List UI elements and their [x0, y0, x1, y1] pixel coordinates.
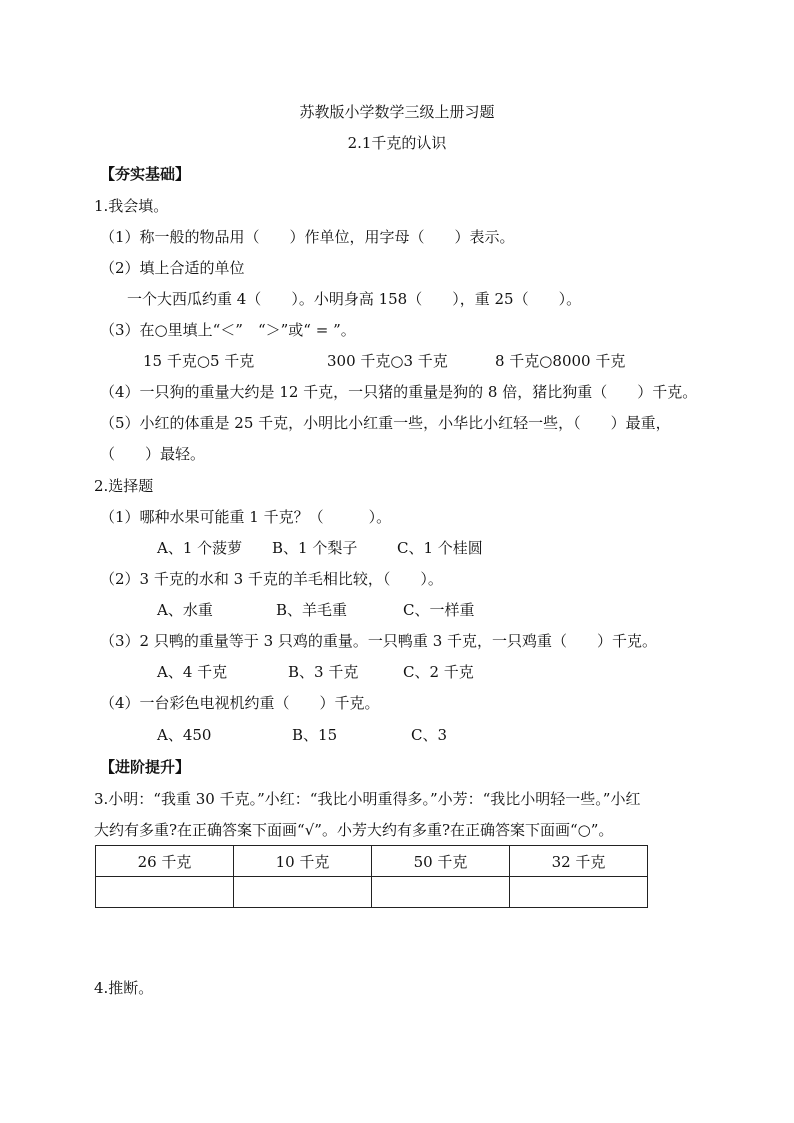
q1-part3-item: 8 千克○8000 千克 — [495, 352, 626, 370]
q2-sub2-option-b: B、羊毛重 — [276, 601, 348, 619]
table-header-cell: 50 千克 — [372, 846, 510, 877]
q3-text-line2: 大约有多重?在正确答案下面画“√”。小芳大约有多重?在正确答案下面画“○”。 — [94, 821, 614, 839]
q2-sub2-option-c: C、一样重 — [403, 601, 475, 619]
q1-part3-item: 15 千克○5 千克 — [143, 352, 255, 370]
weight-answer-table — [95, 845, 648, 908]
q1-part5-cont: （ ）最轻。 — [100, 445, 206, 463]
q1-title: 1.我会填。 — [94, 197, 169, 215]
q1-part2-line: 一个大西瓜约重 4（ ）。小明身高 158（ ），重 25（ ）。 — [127, 290, 582, 308]
q2-sub2: （2）3 千克的水和 3 千克的羊毛相比较，（ ）。 — [100, 570, 443, 588]
table-header-cell: 10 千克 — [234, 846, 372, 877]
q2-sub1-option-c: C、1 个桂圆 — [397, 539, 483, 557]
q3-text-line1: 3.小明：“我重 30 千克。”小红：“我比小明重得多。”小芳：“我比小明轻一些。”小红 — [94, 790, 641, 808]
table-answer-row — [96, 877, 648, 908]
q1-part3: （3）在○里填上“＜” “＞”或“ = ”。 — [100, 321, 356, 339]
q1-part1: （1）称一般的物品用（ ）作单位，用字母（ ）表示。 — [100, 228, 515, 246]
table-answer-cell[interactable] — [372, 877, 510, 908]
q1-part4: （4）一只狗的重量大约是 12 千克，一只猪的重量是狗的 8 倍，猪比狗重（ ）千克。 — [100, 383, 698, 401]
q2-sub3: （3）2 只鸭的重量等于 3 只鸡的重量。一只鸭重 3 千克，一只鸡重（ ）千克。 — [100, 632, 658, 650]
table-header-cell: 26 千克 — [96, 846, 234, 877]
section-heading-basics: 【夯实基础】 — [100, 165, 191, 183]
table-header-row — [96, 846, 648, 877]
q2-sub4-option-c: C、3 — [411, 726, 448, 744]
q2-sub4: （4）一台彩色电视机约重（ ）千克。 — [100, 694, 380, 712]
table-answer-cell[interactable] — [96, 877, 234, 908]
q2-sub1-option-a: A、1 个菠萝 — [157, 539, 243, 557]
page-subtitle: 2.1千克的认识 — [347, 134, 447, 152]
q2-sub3-option-b: B、3 千克 — [288, 663, 359, 681]
q2-sub3-option-a: A、4 千克 — [157, 663, 228, 681]
page-title: 苏教版小学数学三级上册习题 — [299, 103, 495, 121]
section-heading-advanced: 【进阶提升】 — [100, 758, 191, 776]
q2-sub2-option-a: A、水重 — [157, 601, 213, 619]
q1-part3-item: 300 千克○3 千克 — [327, 352, 448, 370]
table-answer-cell[interactable] — [234, 877, 372, 908]
table-header-cell: 32 千克 — [510, 846, 648, 877]
q2-sub1-option-b: B、1 个梨子 — [272, 539, 358, 557]
q2-sub3-option-c: C、2 千克 — [403, 663, 474, 681]
table-answer-cell[interactable] — [510, 877, 648, 908]
q1-part2: （2）填上合适的单位 — [100, 259, 245, 277]
q2-sub4-option-a: A、450 — [157, 726, 212, 744]
q2-sub1: （1）哪种水果可能重 1 千克？（ ）。 — [100, 508, 392, 526]
q2-title: 2.选择题 — [94, 477, 154, 495]
q2-sub4-option-b: B、15 — [292, 726, 338, 744]
q4-title: 4.推断。 — [94, 979, 154, 997]
q1-part5: （5）小红的体重是 25 千克，小明比小红重一些，小华比小红轻一些，（ ）最重， — [100, 414, 671, 432]
